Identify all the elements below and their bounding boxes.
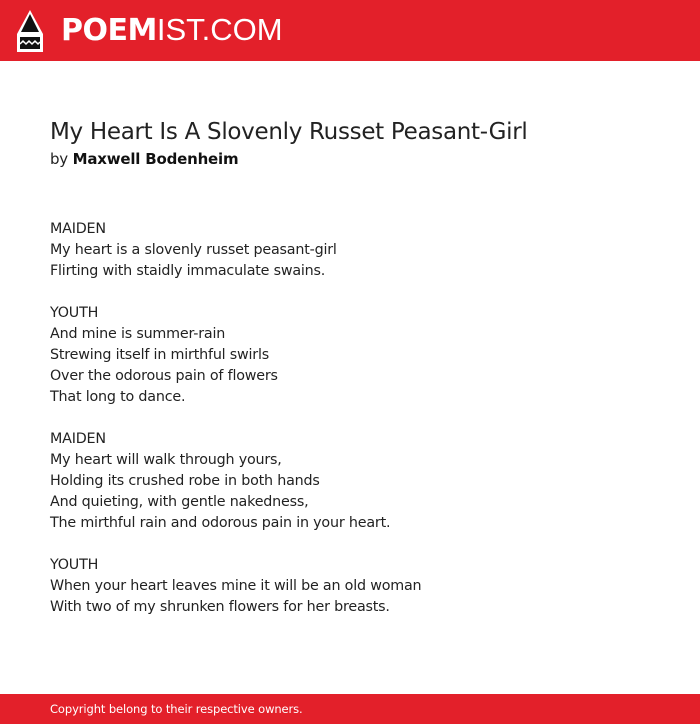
poem-body [50,219,670,639]
poem-line: Holding its crushed robe in both hands [50,473,320,489]
author-link[interactable]: Maxwell Bodenheim [72,150,239,168]
copyright-text: Copyright belong to their respective owners. [50,702,303,716]
poem-line: Over the odorous pain of flowers [50,368,278,384]
logo-text-bold: POEM [61,13,157,48]
byline [50,149,238,169]
speaker-label: YOUTH [50,305,99,321]
byline-prefix: by [50,150,68,168]
poem-title: My Heart Is A Slovenly Russet Peasant-Girl [50,119,528,145]
site-footer [0,694,700,724]
speaker-label: YOUTH [50,557,99,573]
logo-text-light: IST.COM [156,12,283,47]
poem-line: Strewing itself in mirthful swirls [50,347,270,363]
poem-line: My heart will walk through yours, [50,452,282,468]
poem-line: When your heart leaves mine it will be an old woman [50,578,422,594]
pencil-icon [17,10,43,52]
poem-line: Flirting with staidly immaculate swains. [50,263,326,279]
poem-line: With two of my shrunken flowers for her breasts. [50,599,390,615]
poem-line: And mine is summer-rain [50,326,226,342]
speaker-label: MAIDEN [50,221,106,237]
stanza [50,429,670,534]
stanza [50,303,670,408]
poem-line: My heart is a slovenly russet peasant-girl [50,242,337,258]
poem-line: That long to dance. [50,389,186,405]
stanza [50,219,670,282]
stanza [50,555,670,618]
poem-line: And quieting, with gentle nakedness, [50,494,309,510]
poem-line: The mirthful rain and odorous pain in your heart. [50,515,391,531]
site-logo-link[interactable] [61,11,283,49]
site-header [0,0,700,61]
speaker-label: MAIDEN [50,431,106,447]
